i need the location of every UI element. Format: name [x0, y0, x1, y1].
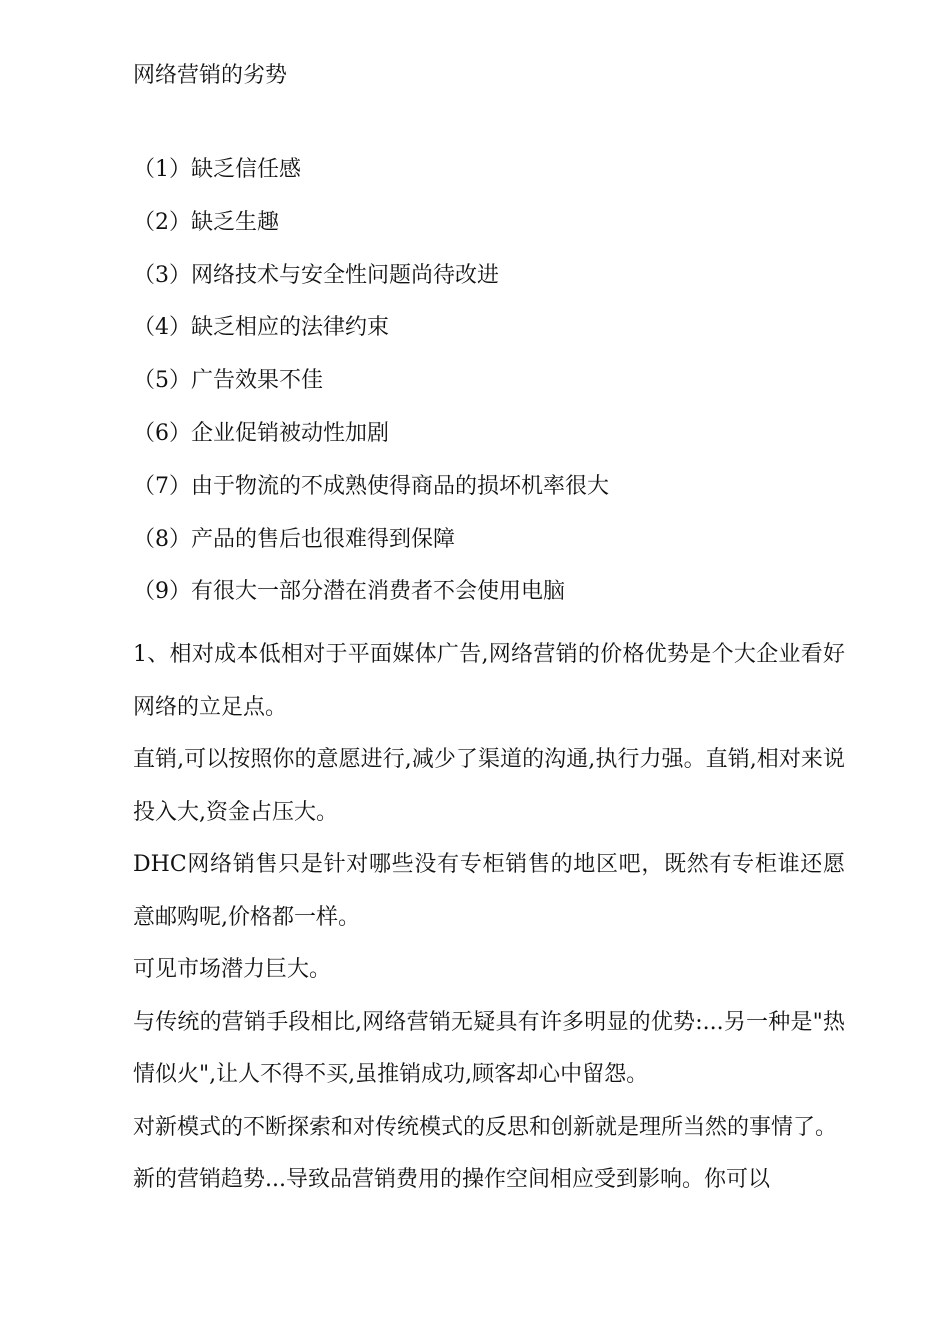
list-item: （5）广告效果不佳 [133, 368, 323, 394]
paragraph: 与传统的营销手段相比,网络营销无疑具有许多明显的优势:...另一种是"热情似火",让人不得不买,虽推销成功,顾客却心中留怨。 [133, 1009, 845, 1087]
list-item: （3）网络技术与安全性问题尚待改进 [133, 262, 499, 288]
paragraph: 直销,可以按照你的意愿进行,减少了渠道的沟通,执行力强。直销,相对来说投入大,资金占压大。 [133, 747, 845, 825]
list-item: （1）缺乏信任感 [133, 157, 301, 182]
paragraph: DHC网络销售只是针对哪些没有专柜销售的地区吧，既然有专柜谁还愿意邮购呢,价格都一样。 [133, 852, 845, 930]
body-text [133, 629, 845, 1207]
disadvantages-list [133, 155, 609, 630]
paragraph: 对新模式的不断探索和对传统模式的反思和创新就是理所当然的事情了。 [133, 1114, 838, 1140]
list-item: （2）缺乏生趣 [133, 209, 279, 235]
paragraph: 新的营销趋势...导致品营销费用的操作空间相应受到影响。你可以 [133, 1167, 770, 1192]
list-item: （6）企业促销被动性加剧 [133, 420, 389, 446]
list-item: （4）缺乏相应的法律约束 [133, 315, 389, 341]
list-item: （8）产品的售后也很难得到保障 [133, 526, 455, 552]
list-item: （7）由于物流的不成熟使得商品的损坏机率很大 [133, 473, 609, 499]
list-item: （9）有很大一部分潜在消费者不会使用电脑 [133, 579, 565, 605]
paragraph: 1、相对成本低相对于平面媒体广告,网络营销的价格优势是个大企业看好网络的立足点。 [133, 642, 845, 720]
paragraph: 可见市场潜力巨大。 [133, 957, 332, 982]
document-title: 网络营销的劣势 [133, 63, 288, 88]
